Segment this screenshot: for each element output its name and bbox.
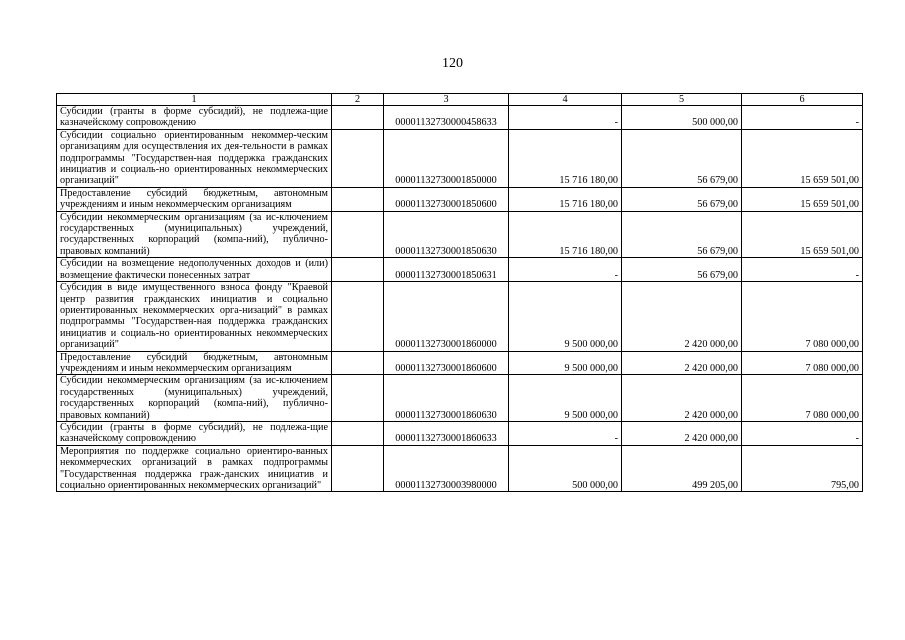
table-row (57, 211, 863, 258)
row-amount-executed: 56 679,00 (622, 258, 742, 282)
row-description: Субсидии некоммерческим организациям (за ис-ключением государственных (муниципальных) учреждений, государственных корпораций (компа-ний), публично-правовых компаний) (57, 211, 332, 258)
row-amount-planned: - (509, 421, 622, 445)
row-amount-executed: 2 420 000,00 (622, 282, 742, 351)
row-amount-remaining: 7 080 000,00 (742, 351, 863, 375)
row-amount-remaining: 795,00 (742, 445, 863, 492)
table-row (57, 421, 863, 445)
row-amount-planned: 9 500 000,00 (509, 375, 622, 422)
table-row (57, 282, 863, 351)
row-amount-planned: 9 500 000,00 (509, 351, 622, 375)
table-row (57, 106, 863, 130)
row-column-2 (332, 106, 384, 130)
row-budget-code: 00001132730001860000 (384, 282, 509, 351)
row-description: Субсидии (гранты в форме субсидий), не подлежа-щие казначейскому сопровождению (57, 106, 332, 130)
row-amount-planned: - (509, 258, 622, 282)
column-header-1: 1 (57, 94, 332, 106)
row-amount-remaining: - (742, 421, 863, 445)
table-row (57, 187, 863, 211)
row-description: Субсидии социально ориентированным некоммер-ческим организациям для осуществления их дея-тельности в рамках подпрограммы "Государствен-ная поддержка гражданских инициатив и социаль-но ориентированных некоммерческих организаций" (57, 129, 332, 187)
row-budget-code: 00001132730001850600 (384, 187, 509, 211)
row-description: Субсидии на возмещение недополученных доходов и (или) возмещение фактически понесенных затрат (57, 258, 332, 282)
row-column-2 (332, 282, 384, 351)
table-body (57, 106, 863, 492)
row-amount-executed: 500 000,00 (622, 106, 742, 130)
row-description: Предоставление субсидий бюджетным, автономным учреждениям и иным некоммерческим организациям (57, 351, 332, 375)
row-description: Субсидия в виде имущественного взноса фонду "Краевой центр развития гражданских инициатив и социально ориентированных некоммерческих орга-низаций" в рамках подпрограммы "Государствен-ная поддержка гражданских инициатив и социаль-но ориентированных некоммерческих организаций" (57, 282, 332, 351)
row-amount-executed: 2 420 000,00 (622, 421, 742, 445)
row-amount-remaining: - (742, 106, 863, 130)
row-column-2 (332, 351, 384, 375)
column-header-6: 6 (742, 94, 863, 106)
table-row (57, 375, 863, 422)
page-number: 120 (442, 56, 463, 71)
row-amount-executed: 56 679,00 (622, 211, 742, 258)
row-description: Субсидии (гранты в форме субсидий), не подлежа-щие казначейскому сопровождению (57, 421, 332, 445)
row-amount-remaining: 15 659 501,00 (742, 187, 863, 211)
row-description: Мероприятия по поддержке социально ориентиро-ванных некоммерческих организаций в рамках подпрограммы "Государственная поддержка граж-данских инициатив и социально ориентированных некоммерческих организаций" (57, 445, 332, 492)
row-amount-executed: 56 679,00 (622, 187, 742, 211)
row-column-2 (332, 445, 384, 492)
row-column-2 (332, 421, 384, 445)
row-amount-remaining: - (742, 258, 863, 282)
column-header-3: 3 (384, 94, 509, 106)
row-budget-code: 00001132730000458633 (384, 106, 509, 130)
table-row (57, 351, 863, 375)
row-amount-executed: 56 679,00 (622, 129, 742, 187)
row-amount-remaining: 15 659 501,00 (742, 129, 863, 187)
row-amount-planned: 500 000,00 (509, 445, 622, 492)
row-amount-planned: 15 716 180,00 (509, 129, 622, 187)
row-budget-code: 00001132730001850630 (384, 211, 509, 258)
table-row (57, 445, 863, 492)
row-amount-executed: 499 205,00 (622, 445, 742, 492)
table-row (57, 129, 863, 187)
column-header-4: 4 (509, 94, 622, 106)
table-header (57, 94, 863, 106)
row-description: Предоставление субсидий бюджетным, автономным учреждениям и иным некоммерческим организациям (57, 187, 332, 211)
row-description: Субсидии некоммерческим организациям (за ис-ключением государственных (муниципальных) учреждений, государственных корпораций (компа-ний), публично-правовых компаний) (57, 375, 332, 422)
row-budget-code: 00001132730001850000 (384, 129, 509, 187)
row-budget-code: 00001132730001860630 (384, 375, 509, 422)
budget-table (56, 93, 863, 492)
row-column-2 (332, 129, 384, 187)
row-budget-code: 00001132730001860633 (384, 421, 509, 445)
column-header-2: 2 (332, 94, 384, 106)
row-budget-code: 00001132730001850631 (384, 258, 509, 282)
row-amount-remaining: 7 080 000,00 (742, 375, 863, 422)
table-row (57, 258, 863, 282)
row-amount-planned: 9 500 000,00 (509, 282, 622, 351)
header-row (57, 94, 863, 106)
row-column-2 (332, 211, 384, 258)
row-column-2 (332, 258, 384, 282)
column-header-5: 5 (622, 94, 742, 106)
row-budget-code: 00001132730003980000 (384, 445, 509, 492)
row-amount-planned: - (509, 106, 622, 130)
row-column-2 (332, 187, 384, 211)
row-amount-remaining: 7 080 000,00 (742, 282, 863, 351)
row-amount-executed: 2 420 000,00 (622, 375, 742, 422)
row-amount-planned: 15 716 180,00 (509, 211, 622, 258)
row-budget-code: 00001132730001860600 (384, 351, 509, 375)
row-amount-executed: 2 420 000,00 (622, 351, 742, 375)
row-amount-remaining: 15 659 501,00 (742, 211, 863, 258)
row-column-2 (332, 375, 384, 422)
row-amount-planned: 15 716 180,00 (509, 187, 622, 211)
